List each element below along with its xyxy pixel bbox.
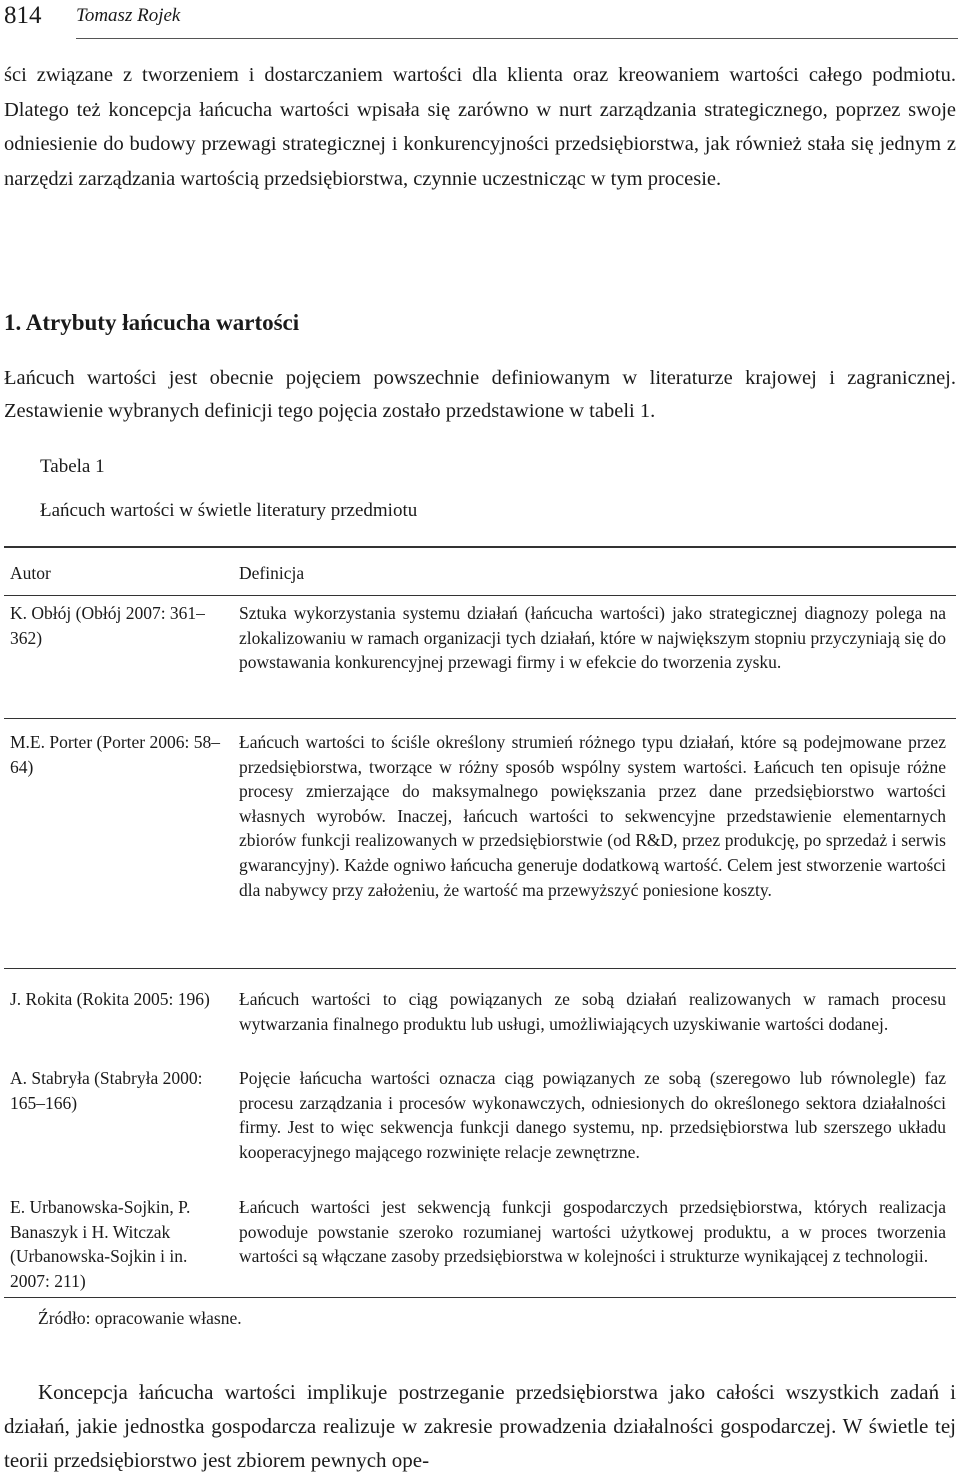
table-row-definition: Łańcuch wartości to ściśle określony strumień różnego typu działań, które są podejmowane przez przedsiębiorstwa, tworzące w różny sposób wspólny system wartości. Łańcuch ten opisuje różne procesy zmierzające do maksymalnego powiększania przez dane przedsiębiorstwo wartości własnych wyrobów. Inaczej, łańcuch wartości to sekwencyjne przedstawienie elementarnych zbiorów funkcji realizowanych w przedsiębiorstwie (od R&D, przez produkcję, po sprzedaż i serwis gwarancyjny). Każde ogniwo łańcucha generuje dodatkową wartość. Celem jest stworzenie wartości dla nabywcy przy założeniu, że wartość ma przewyższyć poniesione koszty. [239, 732, 946, 900]
paragraph-section: Łańcuch wartości jest obecnie pojęciem powszechnie definiowanym w literaturze krajowej i zagranicznej. Zestawienie wybranych definicji tego pojęcia zostało przedstawione w tabeli 1. [4, 367, 956, 422]
row-divider [4, 968, 956, 969]
header-rule [76, 38, 958, 39]
table-row-author: K. Obłój (Obłój 2007: 361–362) [10, 603, 205, 648]
table-row-definition: Sztuka wykorzystania systemu działań (łańcucha wartości) jako strategicznej diagnozy polega na zlokalizowaniu w ramach organizacji tych działań, które w największym stopniu przyczyniają się do powstawania konkurencyjnej przewagi firmy i w efekcie do tworzenia zysku. [239, 603, 946, 673]
table-row-author: J. Rokita (Rokita 2005: 196) [10, 989, 210, 1009]
table-row-definition: Łańcuch wartości to ciąg powiązanych ze sobą działań realizowanych w ramach procesu wytwarzania finalnego produktu lub usługi, umożliwiających uzyskiwanie wartości dodanej. [239, 989, 946, 1034]
table-row-author: A. Stabryła (Stabryła 2000: 165–166) [10, 1068, 203, 1113]
page-header [0, 0, 960, 44]
table-label: Tabela 1 [40, 456, 105, 477]
table-caption: Łańcuch wartości w świetle literatury przedmiotu [40, 500, 418, 521]
page-number: 814 [4, 2, 42, 29]
row-divider [4, 718, 956, 719]
running-author: Tomasz Rojek [76, 5, 181, 26]
section-heading: 1. Atrybuty łańcucha wartości [4, 310, 300, 335]
column-header-definition: Definicja [239, 563, 305, 583]
table-row-definition: Łańcuch wartości jest sekwencją funkcji gospodarczych przedsiębiorstwa, których realizacja powoduje powstanie szeroko rozumianej wartości użytkowej produktu, a w proces tworzenia wartości są włączane zasoby przedsiębiorstwa w kolejności i strukturze wynikającej z technologii. [239, 1197, 946, 1267]
table-source-note: Źródło: opracowanie własne. [38, 1308, 242, 1328]
table-row-author: E. Urbanowska-Sojkin, P. Banaszyk i H. Witczak (Urbanowska-Sojkin i in. 2007: 211) [10, 1197, 191, 1291]
paragraph-closing: Koncepcja łańcucha wartości implikuje postrzeganie przedsiębiorstwa jako całości wszystkich zadań i działań, jakie jednostka gospodarcza realizuje w zakresie prowadzenia działalności gospodarczej. W świetle tej teorii przedsiębiorstwo jest zbiorem pewnych ope- [4, 1380, 956, 1472]
table-row-author: M.E. Porter (Porter 2006: 58–64) [10, 732, 220, 777]
table-row-definition: Pojęcie łańcucha wartości oznacza ciąg powiązanych ze sobą (szeregowo lub równolegle) faz procesu zarządzania i procesów wykonawczych, odniesionych do określonego sektora działalności firmy. Jest to więc sekwencja funkcji danego systemu, np. przedsiębiorstwa lub szerszego układu kooperacyjnego mającego rozwinięte relacje zewnętrzne. [239, 1068, 946, 1162]
table-header-rule [4, 595, 956, 596]
column-header-author: Autor [10, 563, 51, 583]
paragraph-intro: ści związane z tworzeniem i dostarczaniem wartości dla klienta oraz kreowaniem wartości całego podmiotu. Dlatego też koncepcja łańcucha wartości wpisała się zarówno w nurt zarządzania strategicznego, poprzez swoje odniesienie do budowy przewagi strategicznej i konkurencyjności przedsiębiorstwa, jak również stała się jednym z narzędzi zarządzania wartością przedsiębiorstwa, czynnie uczestnicząc w tym procesie. [4, 64, 956, 190]
table-top-rule [4, 546, 956, 548]
table-bottom-rule [4, 1297, 956, 1298]
